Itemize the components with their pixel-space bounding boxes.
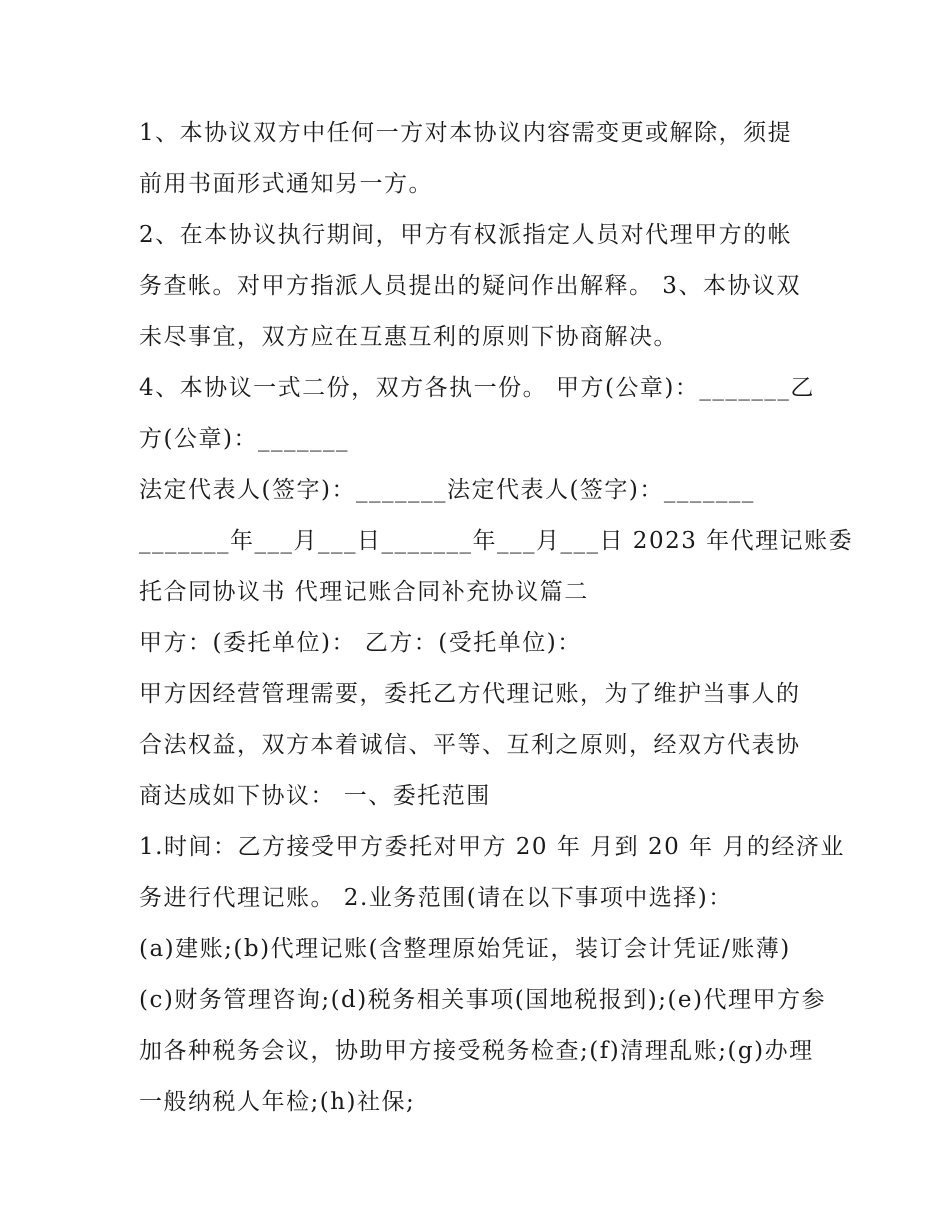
text-line: 务查帐。对甲方指派人员提出的疑问作出解释。 3、本协议双 (139, 273, 801, 299)
text-line: (a)建账;(b)代理记账(含整理原始凭证，装订会计凭证/账薄) (139, 936, 791, 962)
text-line: 合法权益，双方本着诚信、平等、互利之原则，经双方代表协 (139, 732, 801, 758)
text-line: 一般纳税人年检;(h)社保; (139, 1089, 416, 1115)
text-line: 务进行代理记账。 2.业务范围(请在以下事项中选择)： (139, 885, 733, 911)
text-line: 法定代表人(签字)：_______法定代表人(签字)：_______ (139, 477, 755, 503)
text-line: _______年___月___日_______年___月___日 2023 年代理记账委 (139, 528, 854, 554)
text-line: 2、在本协议执行期间，甲方有权派指定人员对代理甲方的帐 (139, 222, 793, 248)
text-line: (c)财务管理咨询;(d)税务相关事项(国地税报到);(e)代理甲方参 (139, 987, 826, 1013)
text-line: 甲方因经营管理需要，委托乙方代理记账，为了维护当事人的 (139, 681, 801, 707)
text-line: 甲方：(委托单位)： 乙方：(受托单位)： (139, 630, 582, 656)
text-line: 托合同协议书 代理记账合同补充协议篇二 (139, 579, 589, 605)
document-body (139, 108, 854, 1128)
text-line: 1.时间：乙方接受甲方委托对甲方 20 年 月到 20 年 月的经济业 (139, 834, 845, 860)
text-line: 未尽事宜，双方应在互惠互利的原则下协商解决。 (139, 324, 678, 350)
text-line: 前用书面形式通知另一方。 (139, 171, 433, 197)
text-line: 方(公章)：_______ (139, 426, 349, 452)
text-line: 4、本协议一式二份，双方各执一份。 甲方(公章)：_______乙 (139, 375, 815, 401)
text-line: 1、本协议双方中任何一方对本协议内容需变更或解除，须提 (139, 120, 793, 146)
text-line: 商达成如下协议： 一、委托范围 (139, 783, 491, 809)
text-line: 加各种税务会议，协助甲方接受税务检查;(f)清理乱账;(g)办理 (139, 1038, 814, 1064)
